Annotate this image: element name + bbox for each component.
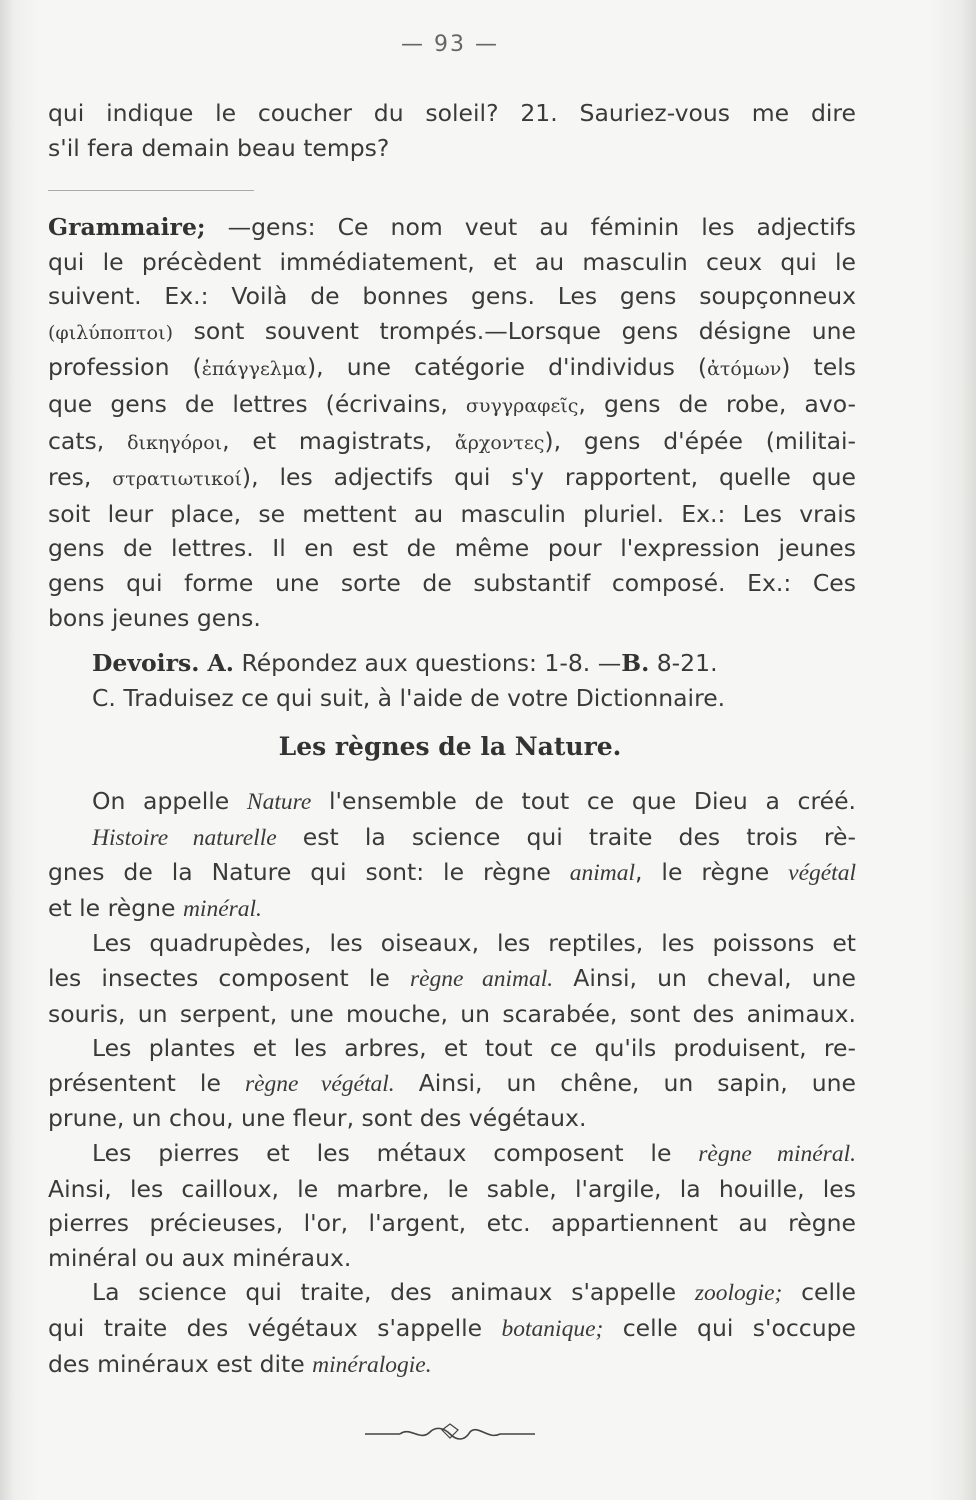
text-line: res, στρατιωτικοί), les adjectifs qui s'y rapportent, quelle que: [48, 463, 856, 492]
text-line: gens qui forme une sorte de substantif composé. Ex.: Ces: [48, 568, 856, 597]
page-number: — 93 —: [401, 32, 499, 57]
section-title: Les règnes de la Nature.: [278, 732, 622, 761]
text-line: présentent le règne végétal. Ainsi, un chêne, un sapin, une: [48, 1068, 857, 1097]
text-line: bons jeunes gens.: [48, 603, 261, 632]
text-line: qui indique le coucher du soleil? 21. Sauriez-vous me dire: [48, 99, 856, 127]
text-line: minéral ou aux minéraux.: [48, 1243, 352, 1272]
question-continuation: [48, 96, 856, 165]
text-line: pierres précieuses, l'or, l'argent, etc. appartiennent au règne: [48, 1209, 856, 1238]
text-line: cats, δικηγόροι, et magistrats, ἄρχοντες), gens d'épée (militai-: [48, 426, 857, 455]
text-line: qui le précèdent immédiatement, et au masculin ceux qui le: [48, 247, 856, 276]
text-line: soit leur place, se mettent au masculin pluriel. Ex.: Les vrais: [48, 499, 856, 528]
grammar-section: [48, 210, 856, 635]
text-line: gens de lettres. Il en est de même pour l'expression jeunes: [48, 534, 856, 563]
text-line: Ainsi, les cailloux, le marbre, le sable, l'argile, la houille, les: [48, 1174, 856, 1203]
text-line: (φιλύποπτοι) sont souvent trompés.—Lorsque gens désigne une: [48, 316, 856, 345]
text-line: Les plantes et les arbres, et tout ce qu'ils produisent, re-: [92, 1034, 856, 1063]
text-line: Les quadrupèdes, les oiseaux, les reptiles, les poissons et: [92, 929, 856, 958]
text-line: profession (ἐπάγγελμα), une catégorie d'individus (ἀτόμων) tels: [48, 353, 856, 382]
text-line: Devoirs. A. Répondez aux questions: 1-8. —B. 8-21.: [92, 649, 718, 677]
text-line: C. Traduisez ce qui suit, à l'aide de votre Dictionnaire.: [92, 683, 726, 712]
text-line: Grammaire; —gens: Ce nom veut au féminin les adjectifs: [48, 213, 856, 241]
text-line: gnes de la Nature qui sont: le règne animal, le règne végétal: [48, 858, 856, 887]
nature-section: [48, 784, 856, 1382]
devoirs-label: Devoirs. A.: [92, 649, 234, 677]
text-line: La science qui traite, des animaux s'appelle zoologie; celle: [92, 1278, 856, 1307]
text-line: On appelle Nature l'ensemble de tout ce que Dieu a créé.: [92, 787, 856, 815]
text-line: suivent. Ex.: Voilà de bonnes gens. Les gens soupçonneux: [48, 282, 856, 311]
text-line: qui traite des végétaux s'appelle botanique; celle qui s'occupe: [48, 1313, 856, 1342]
text-line: s'il fera demain beau temps?: [48, 133, 390, 162]
text-line: Les pierres et les métaux composent le règne minéral.: [92, 1138, 856, 1167]
text-line: que gens de lettres (écrivains, συγγραφεῖς, gens de robe, avo-: [48, 389, 856, 418]
text-line: Histoire naturelle est la science qui traite des trois rè-: [92, 822, 856, 851]
text-line: souris, un serpent, une mouche, un scarabée, sont des animaux.: [48, 999, 856, 1028]
text-line: des minéraux est dite minéralogie.: [48, 1349, 432, 1378]
devoirs-section: [48, 646, 856, 715]
text-line: et le règne minéral.: [48, 893, 262, 922]
text-line: les insectes composent le règne animal. Ainsi, un cheval, une: [48, 963, 856, 992]
section-divider: [48, 190, 254, 191]
grammar-heading: Grammaire;: [48, 213, 206, 241]
decorative-ornament: [360, 1418, 540, 1448]
text-line: prune, un chou, une fleur, sont des végétaux.: [48, 1104, 587, 1133]
